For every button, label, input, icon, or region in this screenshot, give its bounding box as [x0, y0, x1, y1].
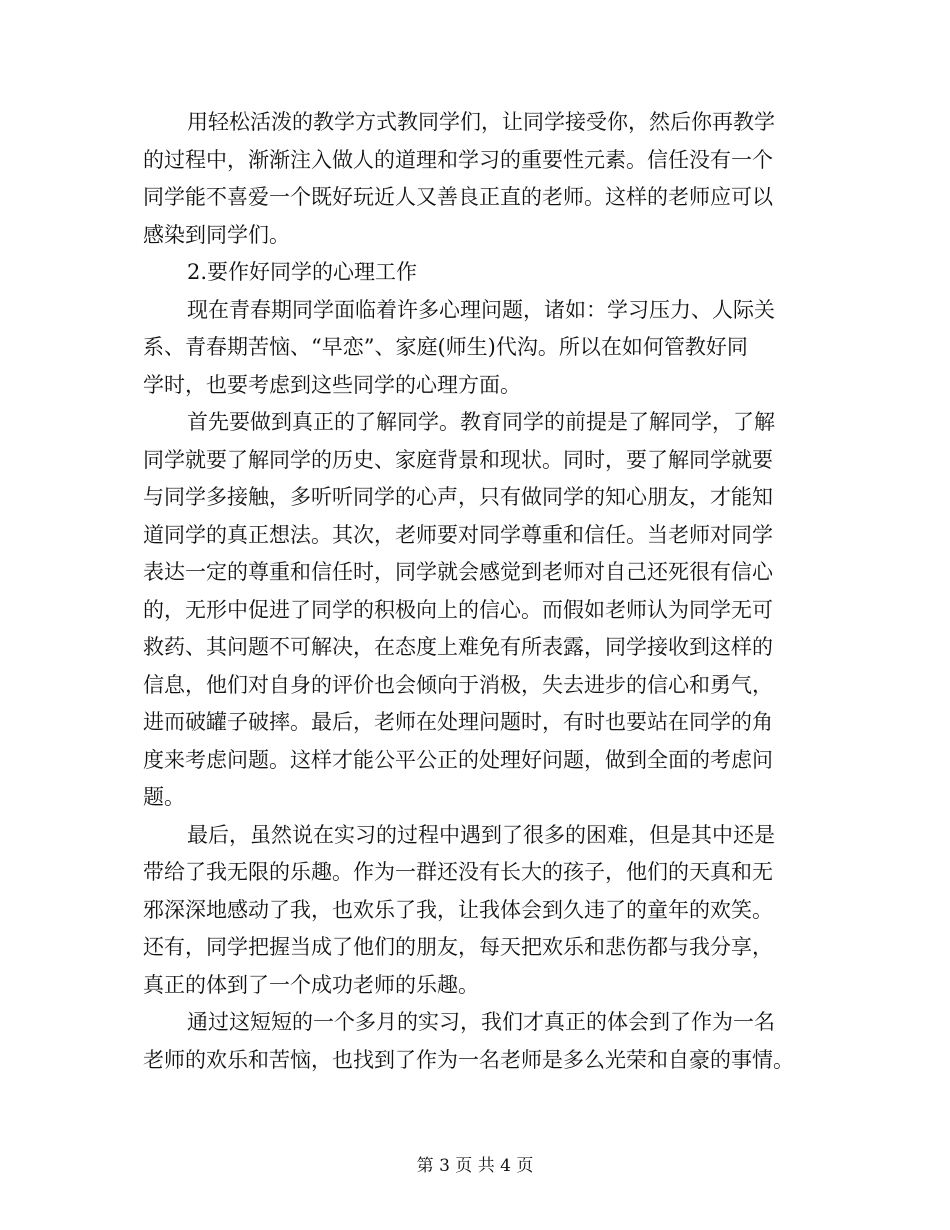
text-line: 与同学多接触，多听听同学的心声，只有做同学的知心朋友，才能知 [143, 485, 773, 509]
text-line: 现在青春期同学面临着许多心理问题，诸如：学习压力、人际关 [187, 297, 775, 322]
text-line: 感染到同学们。 [143, 222, 290, 247]
text-line: 题。 [143, 785, 185, 809]
text-line: 度来考虑问题。这样才能公平公正的处理好问题，做到全面的考虑问 [143, 747, 773, 772]
text-line: 真正的体到了一个成功老师的乐趣。 [143, 972, 479, 997]
text-line: 带给了我无限的乐趣。作为一群还没有长大的孩子，他们的天真和无 [143, 860, 773, 884]
text-line: 通过这短短的一个多月的实习，我们才真正的体会到了作为一名 [187, 1010, 775, 1034]
text-line: 用轻松活泼的教学方式教同学们，让同学接受你，然后你再教学 [187, 110, 775, 134]
text-line: 救药、其问题不可解决，在态度上难免有所表露，同学接收到这样的 [143, 635, 773, 659]
text-line: 老师的欢乐和苦恼，也找到了作为一名老师是多么光荣和自豪的事情。 [143, 1047, 794, 1072]
text-line: 首先要做到真正的了解同学。教育同学的前提是了解同学，了解 [187, 410, 775, 434]
page-footer: 第 3 页 共 4 页 [416, 1156, 534, 1176]
text-line: 系、青春期苦恼、“早恋”、家庭(师生)代沟。所以在如何管教好同 [143, 335, 748, 359]
text-line: 表达一定的尊重和信任时，同学就会感觉到老师对自己还死很有信心 [143, 560, 773, 584]
text-line: 的过程中，渐渐注入做人的道理和学习的重要性元素。信任没有一个 [143, 147, 773, 172]
text-line: 2.要作好同学的心理工作 [187, 260, 418, 284]
text-line: 邪深深地感动了我，也欢乐了我，让我体会到久违了的童年的欢笑。 [143, 897, 773, 922]
text-line: 的，无形中促进了同学的积极向上的信心。而假如老师认为同学无可 [143, 597, 773, 622]
text-line: 还有，同学把握当成了他们的朋友，每天把欢乐和悲伤都与我分享， [143, 935, 773, 959]
text-line: 进而破罐子破摔。最后，老师在处理问题时，有时也要站在同学的角 [143, 710, 773, 734]
text-line: 同学就要了解同学的历史、家庭背景和现状。同时，要了解同学就要 [143, 447, 773, 472]
text-line: 道同学的真正想法。其次，老师要对同学尊重和信任。当老师对同学 [143, 522, 773, 547]
body-text [143, 104, 811, 1079]
text-line: 信息，他们对自身的评价也会倾向于消极，失去进步的信心和勇气， [143, 672, 773, 697]
text-line: 同学能不喜爱一个既好玩近人又善良正直的老师。这样的老师应可以 [143, 185, 773, 209]
text-line: 最后，虽然说在实习的过程中遇到了很多的困难，但是其中还是 [187, 822, 775, 847]
text-line: 学时，也要考虑到这些同学的心理方面。 [143, 372, 521, 397]
